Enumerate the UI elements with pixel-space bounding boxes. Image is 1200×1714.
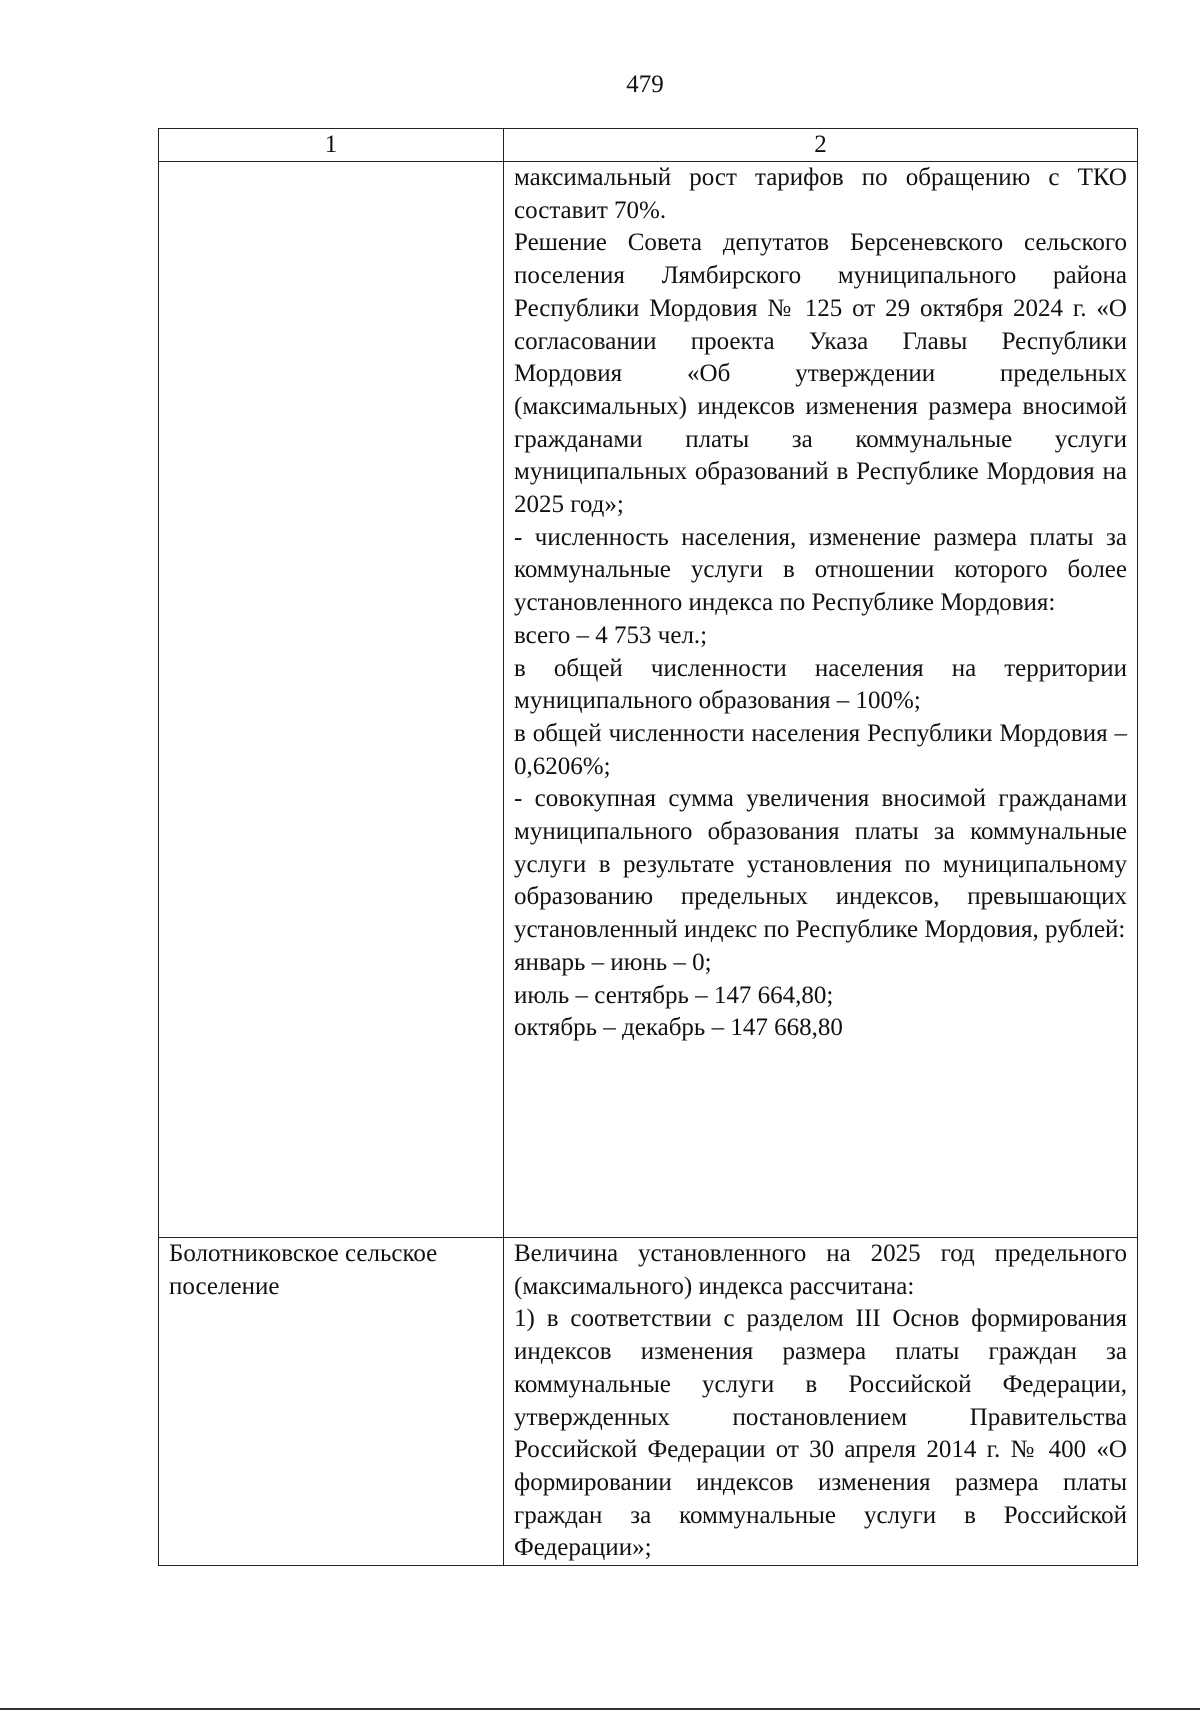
paragraph: всего – 4 753 чел.; — [514, 621, 708, 649]
paragraph: в общей численности населения Республики Мордовия – 0,6206%; — [514, 719, 1127, 780]
paragraph: Решение Совета депутатов Берсеневского сельского поселения Лямбирского муниципального района Республики Мордовия № 125 от 29 октября 2024 г. «О согласовании проекта Указа Главы Республики Мордовия «Об утверждении предельных (максимальных) индексов изменения размера вносимой гражданами платы за коммунальные услуги муниципальных образований в Республике Мордовия на 2025 год»; — [514, 229, 1127, 519]
municipality-cell: Болотниковское сельское поселение — [159, 1238, 504, 1566]
page-bottom-edge — [0, 1708, 1200, 1710]
column-header-2: 2 — [504, 129, 1138, 162]
paragraph: - численность населения, изменение размера платы за коммунальные услуги в отношении которого более установленного индекса по Республике Мордовия: — [514, 523, 1127, 617]
paragraph: октябрь – декабрь – 147 668,80 — [514, 1014, 843, 1042]
description-cell — [504, 162, 1138, 1238]
paragraph: январь – июнь – 0; — [514, 948, 712, 976]
description-cell — [504, 1238, 1138, 1566]
paragraph: максимальный рост тарифов по обращению с ТКО составит 70%. — [514, 164, 1127, 224]
paragraph: 1) в соответствии с разделом III Основ формирования индексов изменения размера платы граждан за коммунальные услуги в Российской Федерации, утвержденных постановлением Правительства Российской Федерации от 30 апреля 2014 г. № 400 «О формировании индексов изменения размера платы граждан за коммунальные услуги в Российской Федерации»; — [514, 1305, 1127, 1562]
paragraph: Величина установленного на 2025 год предельного (максимального) индекса рассчитана: — [514, 1240, 1127, 1300]
paragraph: в общей численности населения на территории муниципального образования – 100%; — [514, 654, 1127, 715]
header-row — [159, 129, 1138, 162]
document-table — [158, 128, 1138, 1566]
table-row — [159, 162, 1138, 1238]
paragraph: июль – сентябрь – 147 664,80; — [514, 981, 834, 1009]
table-row — [159, 1238, 1138, 1566]
column-header-1: 1 — [159, 129, 504, 162]
page-number: 479 — [626, 71, 664, 98]
municipality-cell — [159, 162, 504, 1238]
paragraph: - совокупная сумма увеличения вносимой гражданами муниципального образования платы за коммунальные услуги в результате установления по муниципальному образованию предельных индексов, превышающих установленный индекс по Республике Мордовия, рублей: — [514, 785, 1127, 944]
